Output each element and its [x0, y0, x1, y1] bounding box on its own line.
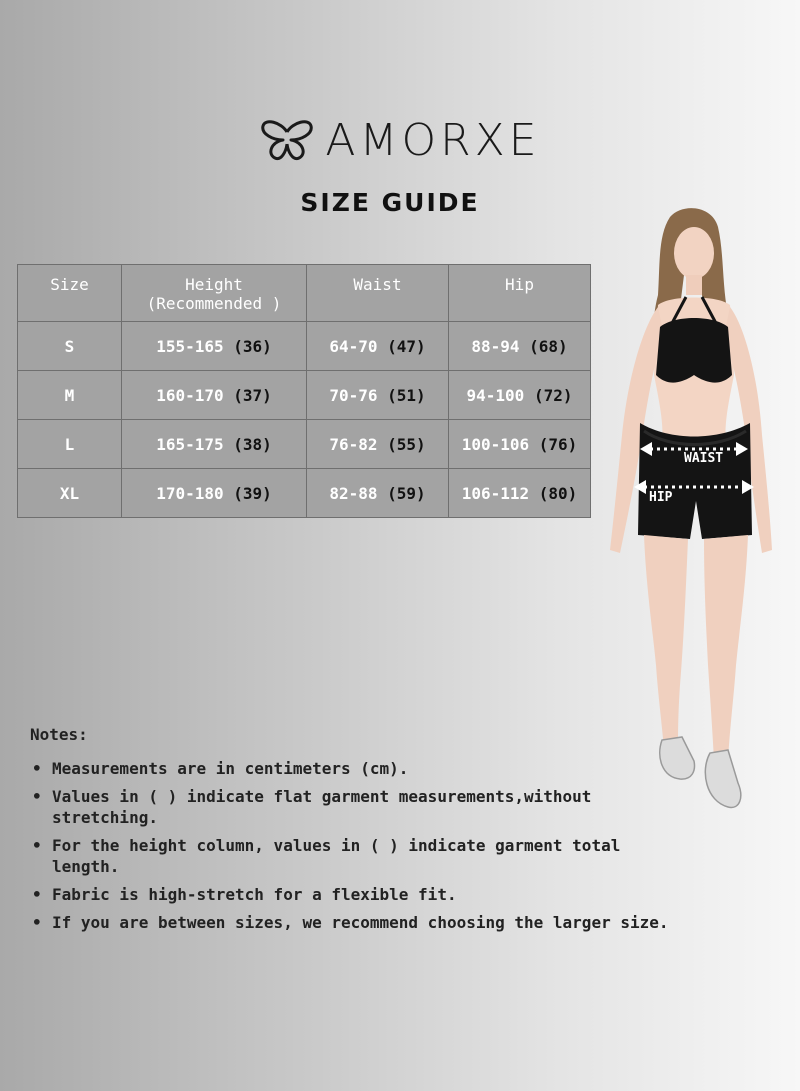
- cell-waist: [307, 322, 449, 371]
- table-row: [18, 469, 591, 518]
- list-item: • Fabric is high-stretch for a flexible fit.: [30, 884, 670, 905]
- header-height: [122, 265, 307, 322]
- cell-height: [122, 322, 307, 371]
- cell-hip: [449, 469, 591, 518]
- waist-flat: (51): [387, 385, 426, 405]
- cell-waist: [307, 469, 449, 518]
- header-size: Size: [18, 265, 122, 322]
- cell-hip: [449, 371, 591, 420]
- hip-flat: (80): [538, 483, 578, 503]
- height-flat: (37): [233, 385, 272, 405]
- hip-range: 94-100: [466, 385, 525, 405]
- header-hip: Hip: [449, 265, 591, 322]
- cell-height: [122, 420, 307, 469]
- cell-waist: [307, 420, 449, 469]
- notes-section: [30, 725, 670, 940]
- waist-label: WAIST: [684, 451, 724, 466]
- cell-hip: [449, 420, 591, 469]
- waist-flat: (55): [387, 434, 426, 454]
- height-range: 170-180: [156, 483, 224, 503]
- hip-flat: (72): [533, 385, 573, 405]
- hip-label: HIP: [649, 490, 673, 505]
- cell-size: S: [18, 322, 122, 371]
- list-item: • If you are between sizes, we recommend choosing the larger size.: [30, 912, 670, 933]
- cell-height: [122, 371, 307, 420]
- height-flat: (36): [233, 336, 272, 356]
- butterfly-icon: [259, 118, 315, 164]
- page-title: SIZE GUIDE: [300, 188, 480, 217]
- header-waist: Waist: [307, 265, 449, 322]
- model-figure: [610, 208, 772, 807]
- list-item: • Measurements are in centimeters (cm).: [30, 758, 670, 779]
- waist-range: 82-88: [329, 483, 378, 503]
- height-range: 155-165: [156, 336, 224, 356]
- waist-range: 76-82: [329, 434, 378, 454]
- height-range: 165-175: [156, 434, 224, 454]
- height-flat: (39): [233, 483, 272, 503]
- cell-waist: [307, 371, 449, 420]
- hip-flat: (68): [529, 336, 568, 356]
- table-row: [18, 322, 591, 371]
- header-height-sub: (Recommended ): [146, 294, 282, 313]
- height-range: 160-170: [156, 385, 224, 405]
- height-flat: (38): [233, 434, 272, 454]
- cell-size: XL: [18, 469, 122, 518]
- hip-range: 106-112: [461, 483, 530, 503]
- header-height-label: Height: [185, 275, 243, 294]
- list-item: • For the height column, values in ( ) indicate garment total length.: [30, 835, 670, 877]
- notes-title: Notes:: [30, 725, 88, 744]
- cell-size: L: [18, 420, 122, 469]
- list-item: • Values in ( ) indicate flat garment measurements,without stretching.: [30, 786, 670, 828]
- waist-range: 64-70: [329, 336, 378, 356]
- cell-hip: [449, 322, 591, 371]
- hip-flat: (76): [538, 434, 578, 454]
- model-illustration: [600, 205, 785, 815]
- cell-size: M: [18, 371, 122, 420]
- table-header-row: [18, 265, 591, 322]
- table-row: [18, 420, 591, 469]
- size-table: [17, 264, 591, 518]
- table-row: [18, 371, 591, 420]
- hip-range: 88-94: [471, 336, 520, 356]
- waist-flat: (59): [387, 483, 426, 503]
- waist-range: 70-76: [329, 385, 378, 405]
- cell-height: [122, 469, 307, 518]
- hip-range: 100-106: [461, 434, 530, 454]
- notes-list: [30, 758, 670, 933]
- waist-flat: (47): [387, 336, 426, 356]
- brand-name: AMORXE: [325, 115, 541, 166]
- brand-logo: [0, 115, 800, 166]
